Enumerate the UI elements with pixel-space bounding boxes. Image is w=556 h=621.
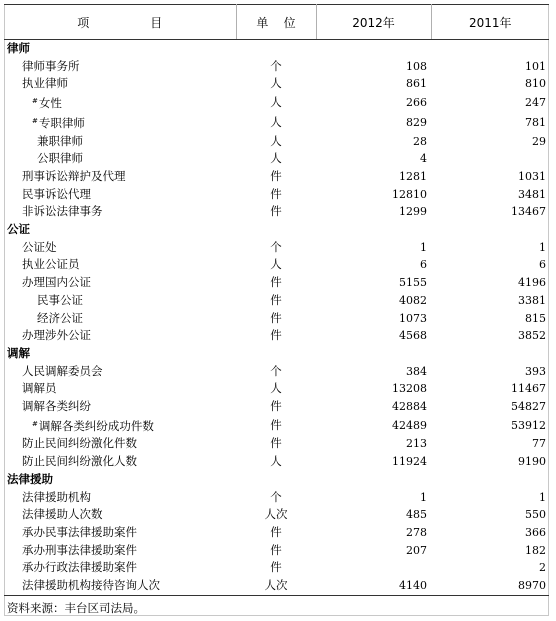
value-2011: 3852 bbox=[518, 329, 546, 343]
row-label-text: 律师事务所 bbox=[22, 58, 80, 73]
table-row bbox=[4, 75, 549, 93]
row-label bbox=[4, 380, 236, 398]
data-source-note: 资料来源：丰台区司法局。 bbox=[7, 601, 145, 615]
row-unit: 人 bbox=[270, 133, 282, 148]
value-2011: 29 bbox=[532, 134, 546, 148]
row-label-text: 公证处 bbox=[22, 239, 57, 254]
section-title: 法律援助 bbox=[7, 471, 53, 486]
section-row bbox=[4, 471, 549, 489]
row-label-text: 法律援助机构接待咨询人次 bbox=[22, 578, 160, 593]
value-2012: 1073 bbox=[399, 311, 427, 325]
section-row bbox=[4, 40, 549, 58]
value-2011: 101 bbox=[525, 59, 546, 73]
row-unit: 件 bbox=[270, 328, 282, 343]
value-2012: 42884 bbox=[392, 400, 427, 414]
value-2011: 2 bbox=[539, 561, 546, 575]
row-label-text: 兼职律师 bbox=[37, 133, 83, 148]
value-2011: 9190 bbox=[518, 455, 546, 469]
value-2012: 5155 bbox=[399, 276, 427, 290]
value-2011: 13467 bbox=[511, 205, 546, 219]
table-row bbox=[4, 203, 549, 221]
row-label bbox=[4, 239, 236, 257]
table-row bbox=[4, 292, 549, 310]
row-label bbox=[4, 416, 236, 436]
row-label-text: 专职律师 bbox=[38, 115, 85, 130]
row-label bbox=[4, 186, 236, 204]
row-unit: 人 bbox=[270, 95, 282, 110]
row-label-text: 防止民间纠纷激化人数 bbox=[22, 454, 137, 469]
footnote-mark: # bbox=[32, 116, 38, 125]
table-row bbox=[4, 310, 549, 328]
row-label bbox=[4, 133, 236, 151]
row-label bbox=[4, 310, 236, 328]
row-unit: 件 bbox=[270, 168, 282, 183]
row-label-text: 调解员 bbox=[22, 381, 57, 396]
row-label-text: 非诉讼法律事务 bbox=[22, 204, 103, 219]
value-2011: 182 bbox=[525, 543, 546, 557]
table-row bbox=[4, 489, 549, 507]
table-row bbox=[4, 380, 549, 398]
value-2012: 6 bbox=[420, 258, 427, 272]
value-2012: 278 bbox=[406, 525, 427, 539]
row-label bbox=[4, 363, 236, 381]
value-2012: 108 bbox=[406, 59, 427, 73]
row-label bbox=[4, 524, 236, 542]
table-row bbox=[4, 256, 549, 274]
header-2012: 2012年 bbox=[316, 5, 431, 40]
row-unit: 个 bbox=[270, 489, 282, 504]
value-2012: 1299 bbox=[399, 205, 427, 219]
table-row bbox=[4, 133, 549, 151]
table-row bbox=[4, 327, 549, 345]
row-label bbox=[4, 577, 236, 595]
row-label-text: 承办行政法律援助案件 bbox=[22, 560, 137, 575]
table-row bbox=[4, 274, 549, 292]
value-2012: 1 bbox=[420, 240, 427, 254]
value-2012: 1281 bbox=[399, 169, 427, 183]
value-2012: 4082 bbox=[399, 293, 427, 307]
section-row bbox=[4, 221, 549, 239]
table-row bbox=[4, 559, 549, 577]
row-label bbox=[4, 256, 236, 274]
value-2012: 384 bbox=[406, 364, 427, 378]
table-row bbox=[4, 150, 549, 168]
header-item: 项 目 bbox=[4, 5, 236, 40]
row-label-text: 经济公证 bbox=[37, 310, 83, 325]
row-unit: 件 bbox=[270, 560, 282, 575]
row-label bbox=[4, 93, 236, 113]
value-2011: 4196 bbox=[518, 276, 546, 290]
table-row bbox=[4, 416, 549, 436]
value-2012: 4568 bbox=[399, 329, 427, 343]
section-title: 调解 bbox=[7, 345, 30, 360]
value-2011: 3481 bbox=[518, 187, 546, 201]
value-2012: 266 bbox=[406, 96, 427, 110]
row-label bbox=[4, 203, 236, 221]
value-2012 bbox=[316, 559, 431, 577]
section-row bbox=[4, 345, 549, 363]
value-2011: 1 bbox=[539, 240, 546, 254]
row-label-text: 民事公证 bbox=[37, 292, 83, 307]
value-2012: 13208 bbox=[392, 382, 427, 396]
section-title: 律师 bbox=[7, 41, 30, 55]
value-2011: 8970 bbox=[518, 579, 546, 593]
value-2012: 4 bbox=[420, 152, 427, 166]
header-2011: 2011年 bbox=[431, 5, 549, 40]
value-2011: 6 bbox=[539, 258, 546, 272]
value-2012: 207 bbox=[406, 543, 427, 557]
row-label-text: 法律援助人次数 bbox=[22, 507, 103, 522]
table-row bbox=[4, 58, 549, 76]
row-unit: 件 bbox=[270, 417, 282, 432]
value-2011: 3381 bbox=[518, 293, 546, 307]
table-row bbox=[4, 506, 549, 524]
row-label bbox=[4, 150, 236, 168]
footer-divider bbox=[4, 595, 549, 596]
table-row bbox=[4, 186, 549, 204]
value-2011 bbox=[431, 150, 549, 168]
value-2011: 781 bbox=[525, 115, 546, 129]
table-row bbox=[4, 168, 549, 186]
row-unit: 件 bbox=[270, 275, 282, 290]
row-label bbox=[4, 168, 236, 186]
table-row bbox=[4, 577, 549, 595]
row-label bbox=[4, 75, 236, 93]
table-row bbox=[4, 398, 549, 416]
row-unit: 件 bbox=[270, 292, 282, 307]
value-2012: 485 bbox=[406, 508, 427, 522]
row-unit: 人 bbox=[270, 454, 282, 469]
row-unit: 件 bbox=[270, 542, 282, 557]
row-label bbox=[4, 506, 236, 524]
value-2011: 11467 bbox=[511, 382, 546, 396]
table-row bbox=[4, 435, 549, 453]
row-label bbox=[4, 453, 236, 471]
value-2012: 28 bbox=[413, 134, 427, 148]
row-unit: 件 bbox=[270, 310, 282, 325]
row-label-text: 民事诉讼代理 bbox=[22, 186, 91, 201]
table-row bbox=[4, 524, 549, 542]
row-label-text: 调解各类纠纷 bbox=[22, 399, 91, 414]
row-label bbox=[4, 327, 236, 345]
row-unit: 件 bbox=[270, 204, 282, 219]
row-unit: 人 bbox=[270, 151, 282, 166]
row-label bbox=[4, 398, 236, 416]
value-2011: 53912 bbox=[511, 418, 546, 432]
row-unit: 人 bbox=[270, 257, 282, 272]
row-label-text: 办理国内公证 bbox=[22, 275, 91, 290]
value-2011: 815 bbox=[525, 311, 546, 325]
value-2011: 1031 bbox=[518, 169, 546, 183]
row-unit: 件 bbox=[270, 524, 282, 539]
value-2012: 829 bbox=[406, 115, 427, 129]
row-label-text: 承办民事法律援助案件 bbox=[22, 524, 137, 539]
value-2012: 213 bbox=[406, 437, 427, 451]
value-2012: 42489 bbox=[392, 418, 427, 432]
row-unit: 人 bbox=[270, 114, 282, 129]
row-unit: 人 bbox=[270, 76, 282, 91]
value-2011: 1 bbox=[539, 490, 546, 504]
value-2012: 4140 bbox=[399, 579, 427, 593]
header-unit: 单 位 bbox=[236, 5, 316, 40]
row-label-text: 人民调解委员会 bbox=[22, 363, 103, 378]
value-2012: 12810 bbox=[392, 187, 427, 201]
row-unit: 件 bbox=[270, 399, 282, 414]
value-2012: 861 bbox=[406, 77, 427, 91]
value-2011: 393 bbox=[525, 364, 546, 378]
table-row bbox=[4, 363, 549, 381]
row-label-text: 女性 bbox=[38, 96, 62, 111]
row-label bbox=[4, 58, 236, 76]
row-label-text: 执业公证员 bbox=[22, 257, 80, 272]
value-2011: 54827 bbox=[511, 400, 546, 414]
table-row bbox=[4, 239, 549, 257]
row-unit: 个 bbox=[270, 363, 282, 378]
row-label-text: 承办刑事法律援助案件 bbox=[22, 542, 137, 557]
row-label bbox=[4, 274, 236, 292]
row-unit: 个 bbox=[270, 239, 282, 254]
row-label-text: 办理涉外公证 bbox=[22, 328, 91, 343]
row-unit: 人次 bbox=[264, 507, 288, 522]
row-unit: 人 bbox=[270, 381, 282, 396]
value-2011: 247 bbox=[525, 96, 546, 110]
row-unit: 件 bbox=[270, 186, 282, 201]
table-header bbox=[4, 5, 549, 40]
row-unit: 件 bbox=[270, 436, 282, 451]
row-label bbox=[4, 113, 236, 133]
row-label-text: 调解各类纠纷成功件数 bbox=[38, 418, 154, 433]
row-label-text: 刑事诉讼辩护及代理 bbox=[22, 168, 126, 183]
value-2012: 11924 bbox=[392, 455, 427, 469]
row-label bbox=[4, 435, 236, 453]
row-unit: 人次 bbox=[264, 578, 288, 593]
row-label-text: 防止民间纠纷激化件数 bbox=[22, 436, 137, 451]
value-2011: 550 bbox=[525, 508, 546, 522]
value-2011: 810 bbox=[525, 77, 546, 91]
value-2012: 1 bbox=[420, 490, 427, 504]
row-label-text: 公职律师 bbox=[37, 151, 83, 166]
row-label-text: 法律援助机构 bbox=[22, 489, 91, 504]
value-2011: 77 bbox=[532, 437, 546, 451]
row-label bbox=[4, 489, 236, 507]
footnote-mark: # bbox=[32, 419, 38, 428]
row-label bbox=[4, 292, 236, 310]
table-row bbox=[4, 93, 549, 113]
table-body bbox=[4, 40, 549, 595]
table-row bbox=[4, 453, 549, 471]
statistics-table bbox=[4, 4, 549, 595]
footnote-mark: # bbox=[32, 97, 38, 106]
row-label bbox=[4, 542, 236, 560]
row-label-text: 执业律师 bbox=[22, 76, 68, 91]
table-row bbox=[4, 542, 549, 560]
row-unit: 个 bbox=[270, 58, 282, 73]
table-row bbox=[4, 113, 549, 133]
row-label bbox=[4, 559, 236, 577]
value-2011: 366 bbox=[525, 525, 546, 539]
section-title: 公证 bbox=[7, 222, 30, 237]
